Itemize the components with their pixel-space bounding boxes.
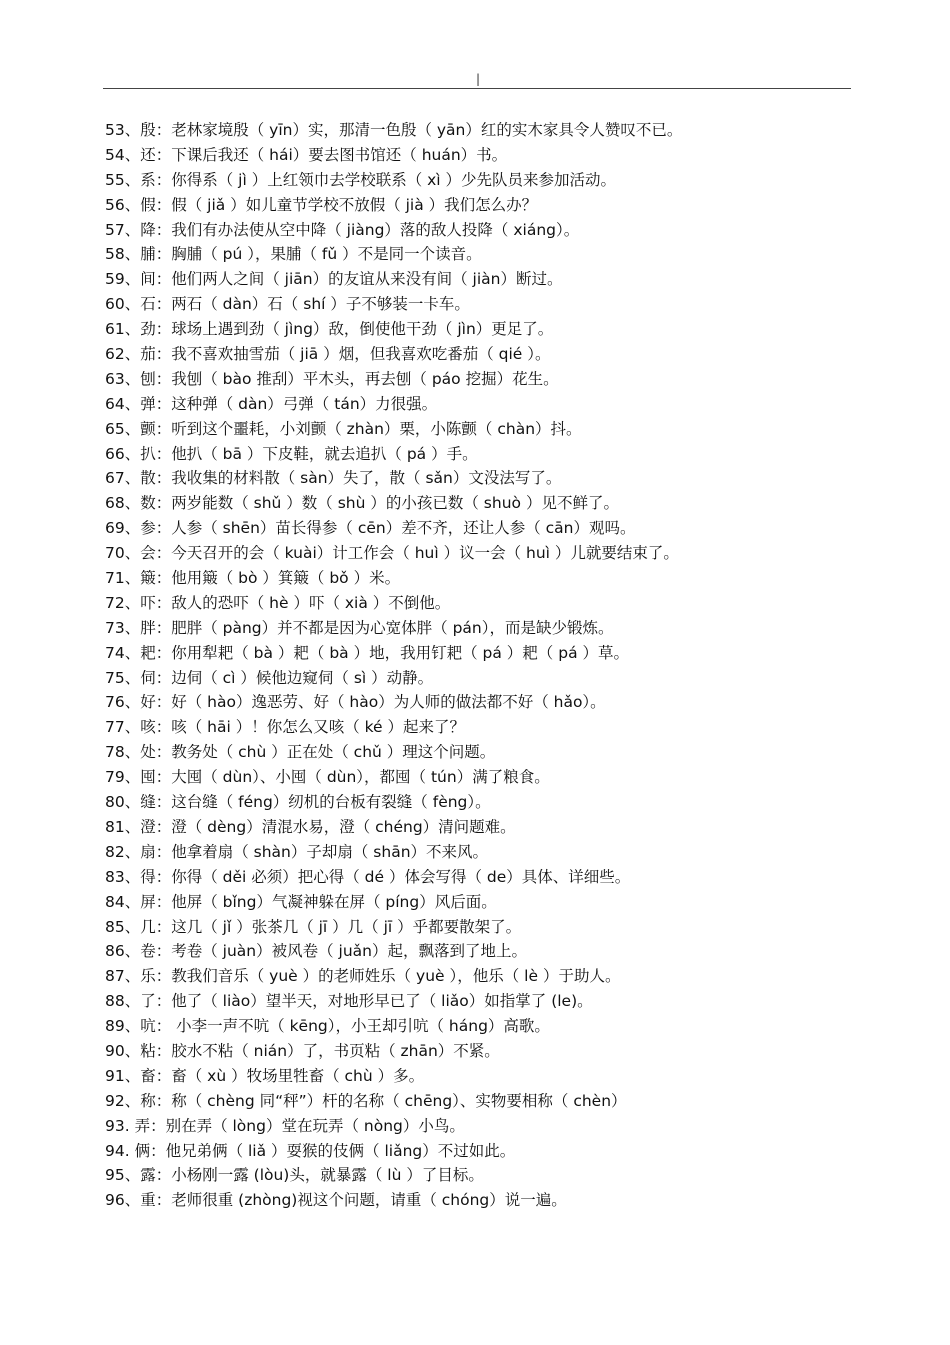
list-item: 93. 弄：别在弄（ lòng）堂在玩弄（ nòng）小鸟。: [105, 1116, 465, 1135]
list-item: 82、扇：他拿着扇（ shàn）子却扇（ shān）不来风。: [105, 842, 489, 861]
list-item: 66、扒：他扒（ bā ）下皮鞋，就去追扒（ pá ）手。: [105, 444, 478, 463]
polyphone-list: [105, 118, 850, 1213]
list-item: 84、屏：他屏（ bǐng）气凝神躲在屏（ píng）风后面。: [105, 892, 497, 911]
list-item: 90、粘：胶水不粘（ nián）了，书页粘（ zhān）不紧。: [105, 1041, 500, 1060]
list-item: 85、几：这几（ jǐ ）张茶几（ jī ）几（ jī ）乎都要散架了。: [105, 917, 522, 936]
list-item: 86、卷：考卷（ juàn）被风卷（ juǎn）起，飘落到了地上。: [105, 942, 527, 961]
list-item: 87、乐：教我们音乐（ yuè ）的老师姓乐（ yuè ），他乐（ lè ）于助人。: [105, 967, 621, 986]
list-item: 75、伺：边伺（ cì ）候他边窥伺（ sì ）动静。: [105, 668, 434, 687]
list-item: 80、缝：这台缝（ féng）纫机的台板有裂缝（ fèng）。: [105, 793, 491, 812]
list-item: 78、处：教务处（ chù ）正在处（ chǔ ）理这个问题。: [105, 743, 496, 762]
list-item: 76、好：好（ hào）逸恶劳、好（ hào）为人师的做法都不好（ hǎo）。: [105, 693, 606, 712]
list-item: 94. 俩：他兄弟俩（ liǎ ）耍猴的伎俩（ liǎng）不过如此。: [105, 1141, 516, 1160]
list-item: 70、会：今天召开的会（ kuài）计工作会（ huì ）议一会（ huì ）儿就要结束了。: [105, 544, 679, 563]
header-rule: [103, 88, 851, 89]
list-item: 96、重：老师很重 (zhòng)视这个问题，请重（ chóng）说一遍。: [105, 1191, 567, 1210]
list-item: 68、数：两岁能数（ shǔ ）数（ shù ）的小孩已数（ shuò ）见不鲜了。: [105, 494, 619, 513]
list-item: 91、畜：畜（ xù ）牧场里牲畜（ chù ）多。: [105, 1066, 425, 1085]
list-item: 69、参：人参（ shēn）苗长得参（ cēn）差不齐，还让人参（ cān）观吗。: [105, 519, 636, 538]
header-mark: |: [476, 72, 481, 86]
list-item: 53、殷：老林家境殷（ yīn）实，那清一色殷（ yān）红的实木家具令人赞叹不已。: [105, 121, 683, 139]
list-item: 71、簸：他用簸（ bò ）箕簸（ bǒ ）米。: [105, 569, 401, 588]
list-item: 54、还：下课后我还（ hái）要去图书馆还（ huán）书。: [105, 145, 508, 164]
list-item: 74、耙：你用犁耙（ bà ）耙（ bà ）地，我用钉耙（ pá ）耙（ pá ）草。: [105, 643, 629, 662]
list-item: 73、胖：肥胖（ pàng）并不都是因为心宽体胖（ pán），而是缺少锻炼。: [105, 618, 614, 637]
list-item: 89、吭： 小李一声不吭（ kēng），小王却引吭（ háng）高歌。: [105, 1017, 550, 1036]
list-item: 60、石：两石（ dàn）石（ shí ）子不够装一卡车。: [105, 295, 470, 314]
list-item: 83、得：你得（ děi 必须）把心得（ dé ）体会写得（ de）具体、详细些。: [105, 867, 631, 886]
list-item: 95、露：小杨刚一露 (lòu)头，就暴露（ lù ）了目标。: [105, 1166, 484, 1185]
list-item: 62、茄：我不喜欢抽雪茄（ jiā ）烟，但我喜欢吃番茄（ qié ）。: [105, 345, 551, 364]
list-item: 77、咳：咳（ hāi ）！你怎么又咳（ ké ）起来了？: [105, 718, 466, 737]
list-item: 79、囤：大囤（ dùn）、小囤（ dùn），都囤（ tún）满了粮食。: [105, 768, 550, 787]
list-item: 65、颤：听到这个噩耗，小刘颤（ zhàn）栗，小陈颤（ chàn）抖。: [105, 419, 582, 438]
list-item: 72、吓：敌人的恐吓（ hè ）吓（ xià ）不倒他。: [105, 593, 451, 612]
list-item: 67、散：我收集的材料散（ sàn）失了，散（ sǎn）文没法写了。: [105, 469, 562, 488]
list-item: 61、劲：球场上遇到劲（ jìng）敌，倒使他干劲（ jìn）更足了。: [105, 320, 554, 339]
list-item: 88、了：他了（ liào）望半天，对地形早已了（ liǎo）如指掌了 (le)。: [105, 992, 593, 1011]
list-item: 55、系：你得系（ jì ）上红领巾去学校联系（ xì ）少先队员来参加活动。: [105, 170, 617, 189]
list-item: 58、脯：胸脯（ pú ），果脯（ fǔ ）不是同一个读音。: [105, 245, 482, 264]
list-item: 92、称：称（ chèng 同“秤”）杆的名称（ chēng）、实物要相称（ chèn）: [105, 1091, 627, 1110]
list-item: 63、刨：我刨（ bào 推刮）平木头，再去刨（ páo 挖掘）花生。: [105, 369, 559, 388]
list-item: 64、弹：这种弹（ dàn）弓弹（ tán）力很强。: [105, 394, 438, 413]
list-item: 57、降：我们有办法使从空中降（ jiàng）落的敌人投降（ xiáng）。: [105, 220, 580, 239]
list-item: 56、假：假（ jiǎ ）如儿童节学校不放假（ jià ）我们怎么办？: [105, 195, 538, 214]
list-item: 81、澄：澄（ dèng）清混水易，澄（ chéng）清问题难。: [105, 817, 516, 836]
list-item: 59、间：他们两人之间（ jiān）的友谊从来没有间（ jiàn）断过。: [105, 270, 563, 289]
